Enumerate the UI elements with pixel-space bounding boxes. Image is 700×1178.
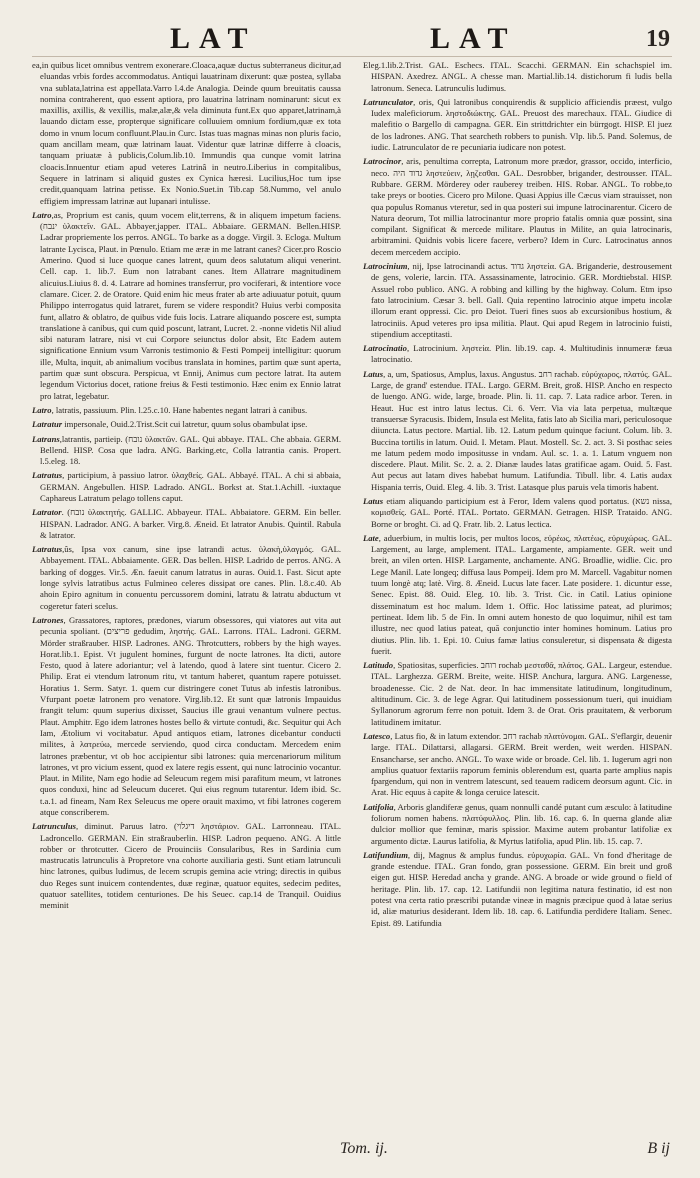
entry-text: ,as, Proprium est canis, quum vocem elit,terrens, & in aliquem impetum faciens.(ינבח ὑλακτεῖν. GAL. Abbayer,japper. ITAL. Abbaiare. GERMAN. Bellen.HISP. Ladrar propriemente los perros. ANGL. To barke as a dogge. Virgil. 3. Ecloga. Multum latrante Lycisca, Plaut. in Pœnulo. Etiam me æræ in me latrant canes? Cicer.pro Roscio Amerino. Quod si luce quoque canes latrent, quum deos salutatum aliqui venerint. Cell. cap. 1. lib.7. Eum non latrabant canes. Item Allatrare magnitudinem alicuius.Liuius 8. d. 4. Latrare ad homines transferrur, pro vociferari, & intentiore voce clamare. Cicer. 2. de Oratore. Quid enim hic meus frater ab arte adiuuatur potuit, quum Philippo interrogatus quid latraret, furem se videre respondit? Huius verbi composita funt, allatro & oblatro, de quibus vide fuis locis. Latrare aliquando poscere est, sumpta translatione à canibus, qui cum quid poscunt, latrant, Lucret. 2. -nonne videtis Nil aliud sibi naturam latrare, nisi vt cui Corpore seiunctus dolor absit, Etc Eadem autem significatione Ennium vsum Varronis testimonio & Festi Pompeij intelligitur: quorum ille, Multa, inquit, ab animalium vocibus translata in homines, partim quæ sunt aperta, partim quæ sunt obscura. Perspicua, vt Ennij, Animus cum pectore latrat. Ita autem legendum Victorius docet, ratione freius & Festi testimonio. Hæc enim ex Ennio latrat pro latrat, legebatur. xyxy=(40,209,341,401)
entry-text: , Grassatores, raptores, prædones, viarum obsessores, qui viatores aut vita aut pecunia spoliant. (פריצים gedudim, ληστής. GAL. Larrons. ITAL. Ladroni. GERM. Mörder straßrauber. HISP. Ladrones. ANG. Throtcutters, robbers by the high wayes. Horat.lib.1. Epist. Vt jugulent homines, furgunt de nocte latrones. Ita dicti, autore Festo, quod à latere adoriantur; vel à latendo, quod à latere sint tuentur. Cicero 2. Philip. Erat ei vtendum latronum ritu, vt tantum haberet, quantum rapere potuisset. Horatius 1. Serm. Satyr. 1. quem cur distringere conet Tutus ab infestis latronibus. Vfurpant poetæ latronem pro venatore. Virg.lib.12. Et sunt quæ latronis Impauidus frangit telum: quum superius dixisset, Saucius ille graui venantum vulnere pectus. Plaut. Amphitr. Ego idem latrones hostes bello & virtute contudi, &c. Sequitur qui Ach Iam, Ætolium vi vocitabatur. Apud antiquos etiam, latrones dicebantur conducti milites, à λατρεύω, mercede serviendo, quod circa conductam. Mercedem enim latrones præbentur, vt ob hoc accipientur sibi latrones: quia mercenariorum militum latrones, vt pro vicium essent, quod ex latere regis essent, qui nunc latrocinio vocantur. Plaut. in Milite, Nam ego hodie ad Seleucum regem misi parafitum meum, vt latrones quos conduxi, hinc ad Seleucum duceret. Qui eius regnum tutarentur. Idem ibid. Sc. t.a.1. ad fineam, Nam Rex Seleucus me opere orauit maximo, vt fibi latrones cogerem atque conscriberem. xyxy=(40,614,341,817)
signature-mark: B ij xyxy=(647,1140,670,1157)
entry-text: , Spatiositas, superficies. רוחב rochab μεσταθᾶ, πλάτος. GAL. Largeur, estendue. ITAL. Larghezza. GERM. Breite, weite. HISP. Anchura, largura. ANG. Largenesse, broadenesse. Cic. 2 de Nat. deor. In hac immensitate latitudinum, longitudinum, altitudinum. Cic. 3. de lege Agrar. Qui latitudinem possessionum tueri, qui inuidiam Syllanorum agrorum ferre non potuit. Idem 3. de Orat. Oris prauitatem, & verborum latitudinem imitatur. xyxy=(371,660,672,727)
entry-lemma: Latitudo xyxy=(363,660,394,671)
entry-lemma: Latratur xyxy=(32,419,63,430)
entry-text: , participium, à passiuo latror. ὑλαχθείς. GAL. Abbayé. ITAL. A chi si abbaia, GERMAN. Angebullen. HISP. Ladrado. ANGL. Borkst at. Stat.1.Achill. -iuxtaque Caphareus Latratum pelago tollens caput. xyxy=(40,470,341,503)
entry-text: ,latrantis, partieip. (נובח ὑλακτῶν. GAL. Qui abbaye. ITAL. Che abbaia. GERM. Bellend. HISP. Cosa que ladra. ANG. Barking.etc, Colla latrantia canis. Propert. l.5.eleg. 18. xyxy=(40,433,341,467)
entry-lemma: Latrocinatio xyxy=(363,343,407,354)
entry-text: , aduerbium, in multis locis, per multos locos, εὐρέως, πλατέως, εὐρυχώρως. GAL. Largement, au large, amplement. ITAL. Largamente, ampiamente. GER. weit und breit, an vilen orten. HISP. Largamente, anchamente. ANG. Broadlie, widlie. Cic. pro Lege Manil. Late longeq; diffusa laus Pompeij. Idem pro M. Marcell. Vagabitur nomen tuum longè atq; latè. Virg. 8. Æneid. Lucus late facer. Late posidere. 1. dicuntur esse, Senec. Epist. 88. Ouid. Eleg. 10. lib. 3. Trist. Cic. in Catil. Latius opinione disseminatum est hoc malum. Idem 1. Offic. Hoc latissime pateat, ad plurimos; pertineat. Idem lib. 5 de Fin. In omni autem honesto de quo loquimur, nihil est tam illustre, nec quod latius pateat, quā conjunctio inter homines hominum. Latius pro diutius. Plin. lib. 1. Epi. 10. Cuius famæ latius consuleretur, si dispensata & digesta fuerit. xyxy=(371,532,672,656)
entry-text: ea,in quibus licet omnibus ventrem exonerare.Cloaca,aquæ ductus subterraneus dicitur,ad eluandas vrbis fordes accommodatus. Antiqui lauatrinam dixerunt: quæ postea, syllaba vna sublata,latrina est appellata.Varro l.4.de Analogia. Deinde quum breuitatis caussa nomina contraherent, quo essent aptiora, pro lauatrina latrinam nominarunt: sicut ex maxillis, axillis, & vexillis, malæ,alæ,& vela diminuta funt.Ex quo apparet,latrinam,à lauando dictam esse, propterque significare colluuiem omnium fordium,quæ ex tota domo in vnum locum confluunt.Plau.in Curc. Istas tuas magnas minas non pluris facio, quam ancillam meam, quæ latrinam lauat. Videntur quæ latrinæ differre à cloacis, tanquam priuatæ à publicis,Colum.lib.10. Immundis qua cunque vomit latrina cloacis.Innuentur etiam apud veteres Latrinâ in neutro.Liberius in compitalibus, Sequere in latrinam si aliquid gustes ex Cynica hæresi. Lucilius,Hoc tum ipse credit,quanquam latrina petisse. Ex Nonio.Suet.in Tib.cap 58.Nummo, vel anulo effigiem impressam latrinæ aut lupanari intulisse. xyxy=(32,60,341,206)
dictionary-entry xyxy=(363,60,672,94)
entry-text: , aris, penultima correpta, Latronum more prædor, grassor, occido, interficio, neco. גדוד היה ληστεύειν, λῃζεσθαι. GAL. Desrobber, brigander, destrousser. ITAL. Rubbare. GERM. Mörderey oder rauberey treiben. HIS. Robar. ANGL. To robbe,to take preys or booties. Cicero pro Milone. Quasi Appius ille Cæcus viam strauisset, non qua populus Romanus vteretur, sed in qua posteri sui impune latrocinarentur. Cicero de Natura deorum, Tot millia latrocinantur more proprio fatalis omnia quæ possint, sina compilant. Significat & mercede militare. Plautus in Milite, an quia latrocinaris, arbitramini. Quidnis vobis licere facere, verbero? Idem in Curc. Latrocinatus annos decem mercedem accipio. xyxy=(371,156,672,257)
entry-text: , diminut. Paruus latro. (דיגלוי ληστάριον. GAL. Larronneau. ITAL. Ladroncello. GERMAN. Ein straßrauberlin. HISP. Ladron pequeno. ANG. A little robber or throtcutter. Cicero de Prouinciis Consularibus, Res in Sardinia cum mastrucatis latrunculis à Propretore vna cohorte auxiliaria gesti. Sunt etiam latrunculi hinc latrones, quibus ludimus, de lecem scrupis gemina acie vtring; directis in quibus duo Reges sunt inuicem contendentes, duæ reginæ, quatuor equites, sedecim pedites, quatuor satellites, totidem centuriones. De his Seuec. cap.14 de Tranquil. Ouidius meminit xyxy=(40,821,341,911)
dictionary-entry xyxy=(363,369,672,493)
entry-lemma: Latifundium xyxy=(363,849,408,860)
entry-lemma: Latesco xyxy=(363,730,391,741)
page-footer xyxy=(340,1137,670,1161)
entry-text: ,ûs, Ipsa vox canum, sine ipse latrandi actus. ὑλακὴ,ὑλαγμός. GAL. Abbayement. ITAL. Abbaiamente. GER. Das bellen. HISP. Ladrido de perros. ANG. A barking of dogges. Vir.5. Æn. faeuit canum latratus in auras. Ouid.1. Fast. Sicut apte longe sylvis latratibus actus Fulmineo celeres dissipat ore canes. Plin. l.8.c.40. Ab ahoin Epiro agnitum in conuentu percussorem domini, latratu & latratu abductum vt cogeretur fateri scelus. xyxy=(40,544,341,611)
dictionary-entry xyxy=(32,821,341,911)
entry-text: , Arboris glandiferæ genus, quam nonnulli candé putant cum æsculo: à latitudine foliorum nomen habens. πλατύφυλλος. Plin. lib. 16. cap. 6. In querna glande aliæ dulcior mollior que feminæ, maris spissior. Maxime autem probantur latifoliæ ex argumento dictæ. Laurus latifolia, & Myrtus latifolia, apud Plin. lib. 15. cap. 7. xyxy=(371,801,672,846)
dictionary-entry xyxy=(32,615,341,818)
dictionary-entry xyxy=(32,419,341,430)
dictionary-entry xyxy=(363,850,672,929)
dictionary-entry xyxy=(363,731,672,799)
dictionary-entry xyxy=(32,507,341,541)
page-number: 19 xyxy=(646,26,670,52)
dictionary-entry xyxy=(363,156,672,258)
entry-lemma: Latrocinor xyxy=(363,156,402,167)
dictionary-entry xyxy=(32,434,341,468)
entry-text: , latratis, passiuum. Plin. l.25.c.10. Hane habentes negant latrari à canibus. xyxy=(51,404,308,415)
entry-lemma: Latro xyxy=(32,209,52,220)
entry-text: , a, um, Spatiosus, Amplus, laxus. Angustus. רחב rachab. εὐρύχωρος, πλατύς. GAL. Large, de grand' estendue. ITAL. Largo. GERM. Breit, groß. HISP. Ancho en respecto de luengo. ANG. wide, large, broade. Plin. li. 11. cap. 7. Lata radice arbor. Teren. in Heaut. Huc est intro latus lectus. Ci. 6. Verr. Via via lata perpetua, multæque transuersæ Syracusis. Ibidem, Insula est Melita, fatis lato ab Sicilia mari, periculosoque diiuncta. Latus pectore. Martial. lib. 12. Latum pedum quinque faciunt. Colum. lib. 3. Buccina tortilis in latum. Ouid. I. Metam. Plaut. Mostell. Sc. 2. act. 3. Si posthac seies me latum pedem modo impositusse in vndam. Aul. sc. 1. a. 1. Latum vnguem non discedere. Plaut. Milit. Sc. 2. a. 2. Dianæ laudes latas gratificae agam. Ouid. 5. Fast. Aut pecus aut latam dives habebat humum. Latifundia. Tibull. libr. 4. Latis audax Hispania terris, Ouid. Eleg. 4. lib. 3. Trist. Latasque plus paruis vela timoris habent. xyxy=(371,368,672,492)
dictionary-entry xyxy=(32,405,341,416)
running-head-left: LAT xyxy=(170,22,257,55)
entry-text: Eleg.1.lib.2.Trist. GAL. Eschecs. ITAL. Scacchi. GERMAN. Ein schachspiel im. HISPAN. Axedrez. ANGL. A chesse man. Martial.lib.14. distichorum fi ludis bella latronum. Seneca. Latrunculis ludimus. xyxy=(363,60,672,93)
entry-lemma: Latifolia xyxy=(363,801,394,812)
entry-lemma: Latrator xyxy=(32,507,62,518)
entry-lemma: Latratus xyxy=(32,470,63,481)
header-rule xyxy=(32,56,672,57)
entry-lemma: Latrans xyxy=(32,433,60,444)
entry-text: , dij, Magnus & amplus fundus. εὐρυχωρία. GAL. Vn fond d'heritage de grande estendue. ITAL. Gran fondo, gran possessione. GERM. Ein breit und groß eigen gut. HISP. Heredad ancha y grande. ANG. A broade or wide ground o field of heritage. Plin. lib. 17. cap. 12. Latifundii non legitima natura festinatio, id est non potest vna certa ratio præscribi putandæ vineæ in magnis præcipue quod à latae serius id, aliæ maturius desiderant. Idem lib. 18. cap. 6. Latifundia perdidere Italiam. Senec. Epist. 89. Latifundia xyxy=(371,849,672,928)
dictionary-entry xyxy=(363,660,672,728)
left-column xyxy=(32,60,341,1130)
volume-mark: Tom. ij. xyxy=(340,1140,388,1157)
entry-text: , nij, Ipse latrocinandi actus. גדוד ληστεία. GA. Briganderie, destrousement de gens, volerie, larcin. ITA. Assassinamente, latrocinio. GER. Mordtiebstal. HISP. Assuel robo publico. ANG. A robbing and killing by the highway. Colum. Etm ipso fato latrocinium. Cæsar 3. bell. Gall. Quia repentino latrocinio atque impetu incolæ illorum erant oppressi. Cic. pro Deiot. Tueri fines suos ab excursionibus hostium, & latrociniis. Apud veteres pro ipsa militia. Plaut. Qui apud Regem in latrocinio fuisti, stipendium acceptitasti. xyxy=(371,261,672,339)
entry-lemma: Latrunculus xyxy=(32,821,76,832)
entry-lemma: Late xyxy=(363,532,379,543)
entry-text: , Latus fio, & in latum extendor. רחב rachab πλατύνομαι. GAL. S'eflargir, deuenir large. ITAL. Dilattarsi, allagarsi. GERM. Breit werden, weit werden. HISPAN. Ensancharse, ser ancho. ANGL. To waxe wide or broade. Cel. lib. 1. Iugerum agri non amplius quatuor fextariis raporum feminis oblerendum est, quarta parte amplius napis fpargendum, qui non in ventrem latescunt, sed teauem radicem deorsum agunt. Cic. in Arat. Hic equus à capite & longa ceruice latescit. xyxy=(371,730,672,798)
entry-text: . (נובח ὑλακτητής. GALLIC. Abbayeur. ITAL. Abbaiatore. GERM. Ein beller. HISPAN. Ladrador. ANG. A barker. Virg.8. Æneid. Et latrator Anubis. Quintil. Rabula & latrator. xyxy=(40,507,341,540)
entry-lemma: Latrunculator xyxy=(363,96,414,107)
dictionary-entry xyxy=(363,496,672,530)
dictionary-entry xyxy=(363,97,672,153)
entry-lemma: Latrones xyxy=(32,614,64,625)
dictionary-entry xyxy=(363,261,672,340)
running-head-right: LAT xyxy=(430,22,517,55)
entry-lemma: Latro xyxy=(32,404,52,415)
entry-lemma: Latus xyxy=(363,368,384,379)
right-column xyxy=(363,60,672,1130)
entry-lemma: Latrocinium xyxy=(363,261,408,272)
entry-text: etiam aliquando participium est à Feror, Idem valens quod portatus. (נשא nissa, κομισθείς. GAL. Porté. ITAL. Portato. GERMAN. Getragen. HISP. Trataido. ANG. Borne or broght. Ci. ad Q. Fratr. lib. 2. Latus lectica. xyxy=(371,495,672,529)
entry-text: , oris, Qui latronibus conquirendis & supplicio afficiendis præest, vulgo Iudex maleficiorum. ληστοδιώκτης. GAL. Preuost des marechaux. ITAL. Giudice di malefitio o Bargello di campagna. GER. Ein strittdrichter ein bürrgogt. HISP. El juez de los ladrones. ANG. That searcheth robbers to punish. Vlp. lib.5. Pand. Solemus, de iudic. Latrunculator de re pecuniaria iudicare non potest. xyxy=(371,96,672,153)
entry-lemma: Latratus xyxy=(32,544,63,555)
text-columns xyxy=(32,60,672,1130)
entry-text: impersonale, Ouid.2.Trist.Scit cui latretur, quum solus obambulat ipse. xyxy=(62,419,308,430)
dictionary-entry xyxy=(363,802,672,847)
dictionary-entry xyxy=(32,470,341,504)
dictionary-entry xyxy=(32,544,341,612)
entry-lemma: Latus xyxy=(363,495,384,506)
entry-text: , Latrocinium. ληστεία. Plin. lib.19. cap. 4. Multitudinis innumeræ fæua latrocinatio. xyxy=(371,343,672,365)
page-header xyxy=(0,14,700,62)
dictionary-entry xyxy=(363,343,672,366)
dictionary-entry xyxy=(32,60,341,207)
dictionary-entry xyxy=(363,533,672,657)
dictionary-entry xyxy=(32,210,341,402)
